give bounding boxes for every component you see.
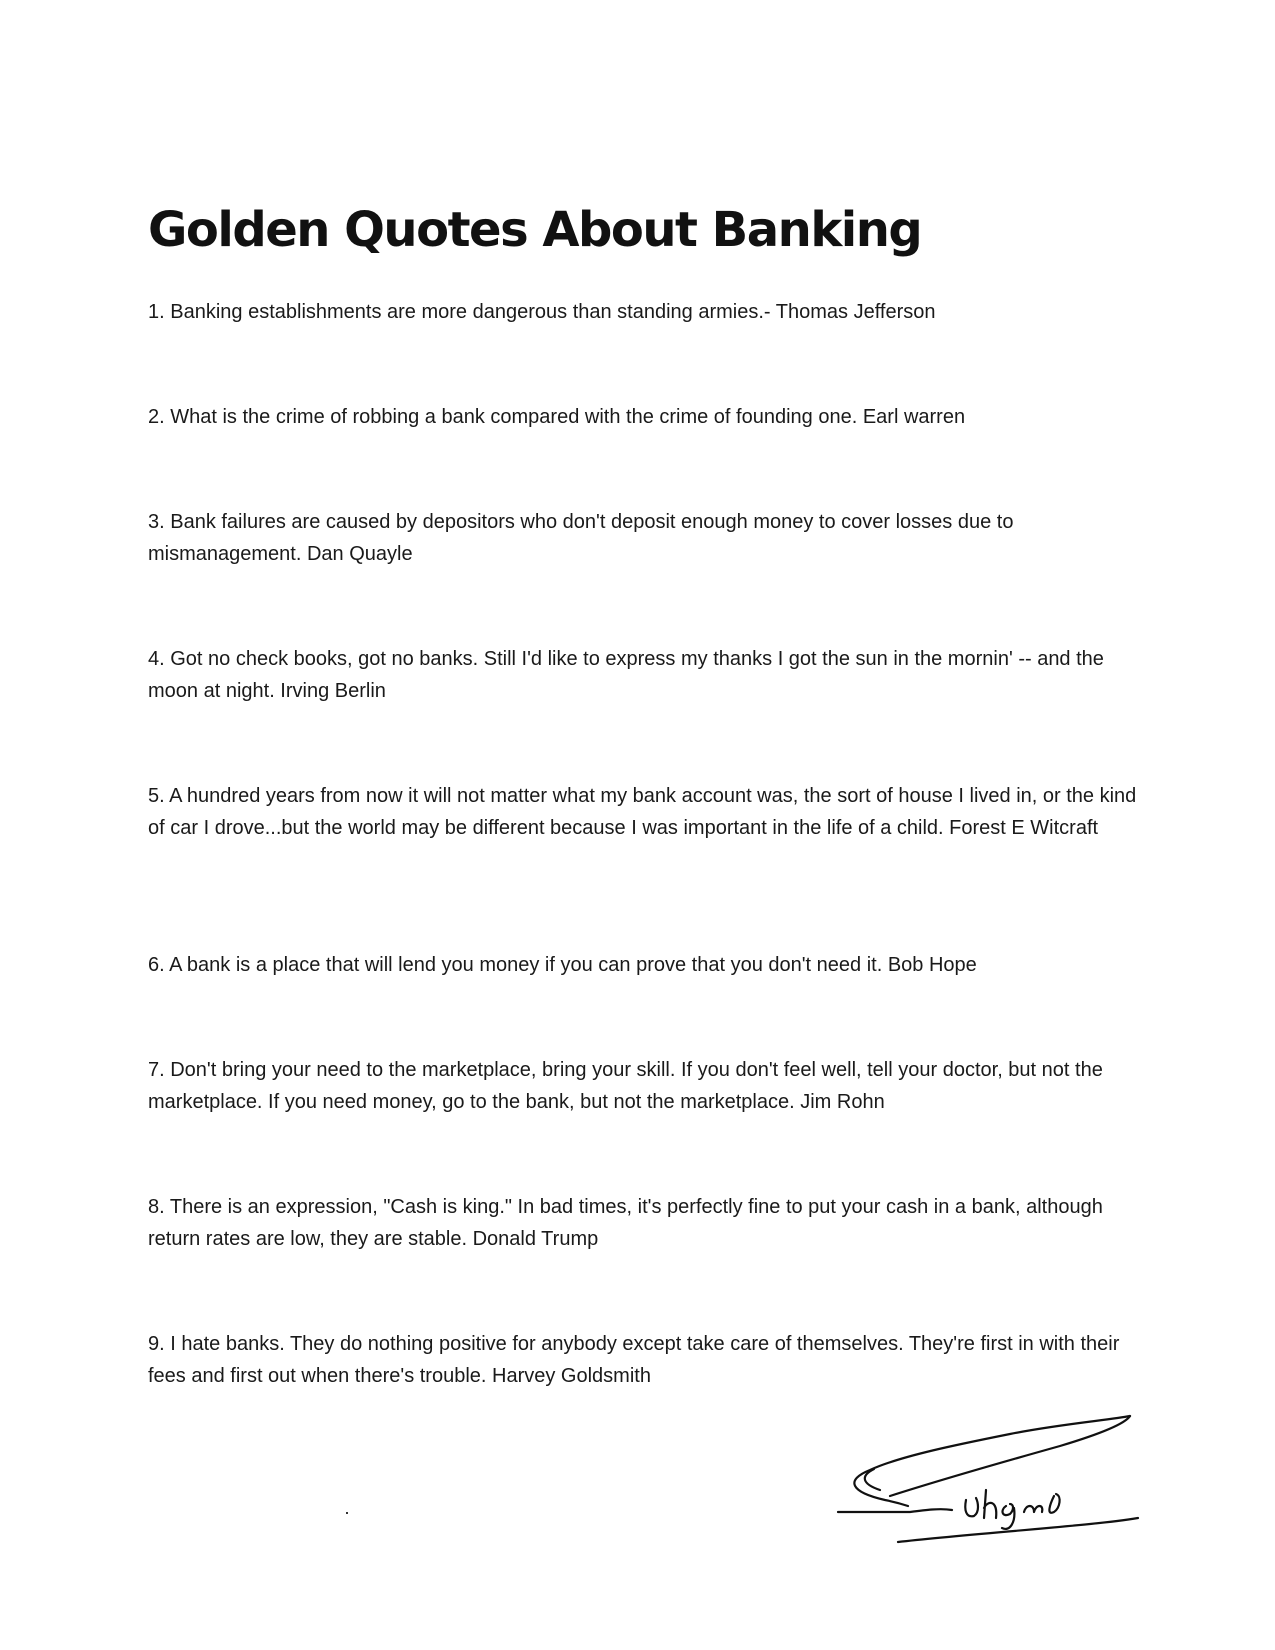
quote-6: 6. A bank is a place that will lend you money if you can prove that you don't need it. Bob Hope — [148, 954, 977, 976]
quote-2: 2. What is the crime of robbing a bank compared with the crime of founding one. Earl warren — [148, 406, 966, 428]
handwritten-signature — [830, 1400, 1160, 1550]
stray-dot — [346, 1512, 348, 1514]
quote-4: 4. Got no check books, got no banks. Still I'd like to express my thanks I got the sun in the mornin' -- and the moon at night. Irving Berlin — [148, 648, 1104, 702]
quote-5: 5. A hundred years from now it will not matter what my bank account was, the sort of house I lived in, or the kind of car I drove...but the world may be different because I was important in the life of a child. Forest E Witcraft — [148, 785, 1137, 839]
page-title: Golden Quotes About Banking — [148, 202, 922, 258]
quote-9: 9. I hate banks. They do nothing positive for anybody except take care of themselves. They're first in with their fees and first out when there's trouble. Harvey Goldsmith — [148, 1333, 1120, 1387]
quote-7: 7. Don't bring your need to the marketplace, bring your skill. If you don't feel well, tell your doctor, but not the marketplace. If you need money, go to the bank, but not the marketplace. Jim Rohn — [148, 1059, 1103, 1113]
quote-3: 3. Bank failures are caused by depositors who don't deposit enough money to cover losses due to mismanagement. Dan Quayle — [148, 511, 1014, 565]
quote-1: 1. Banking establishments are more dangerous than standing armies.- Thomas Jefferson — [148, 301, 936, 323]
quote-8: 8. There is an expression, "Cash is king." In bad times, it's perfectly fine to put your cash in a bank, although return rates are low, they are stable. Donald Trump — [148, 1196, 1103, 1250]
